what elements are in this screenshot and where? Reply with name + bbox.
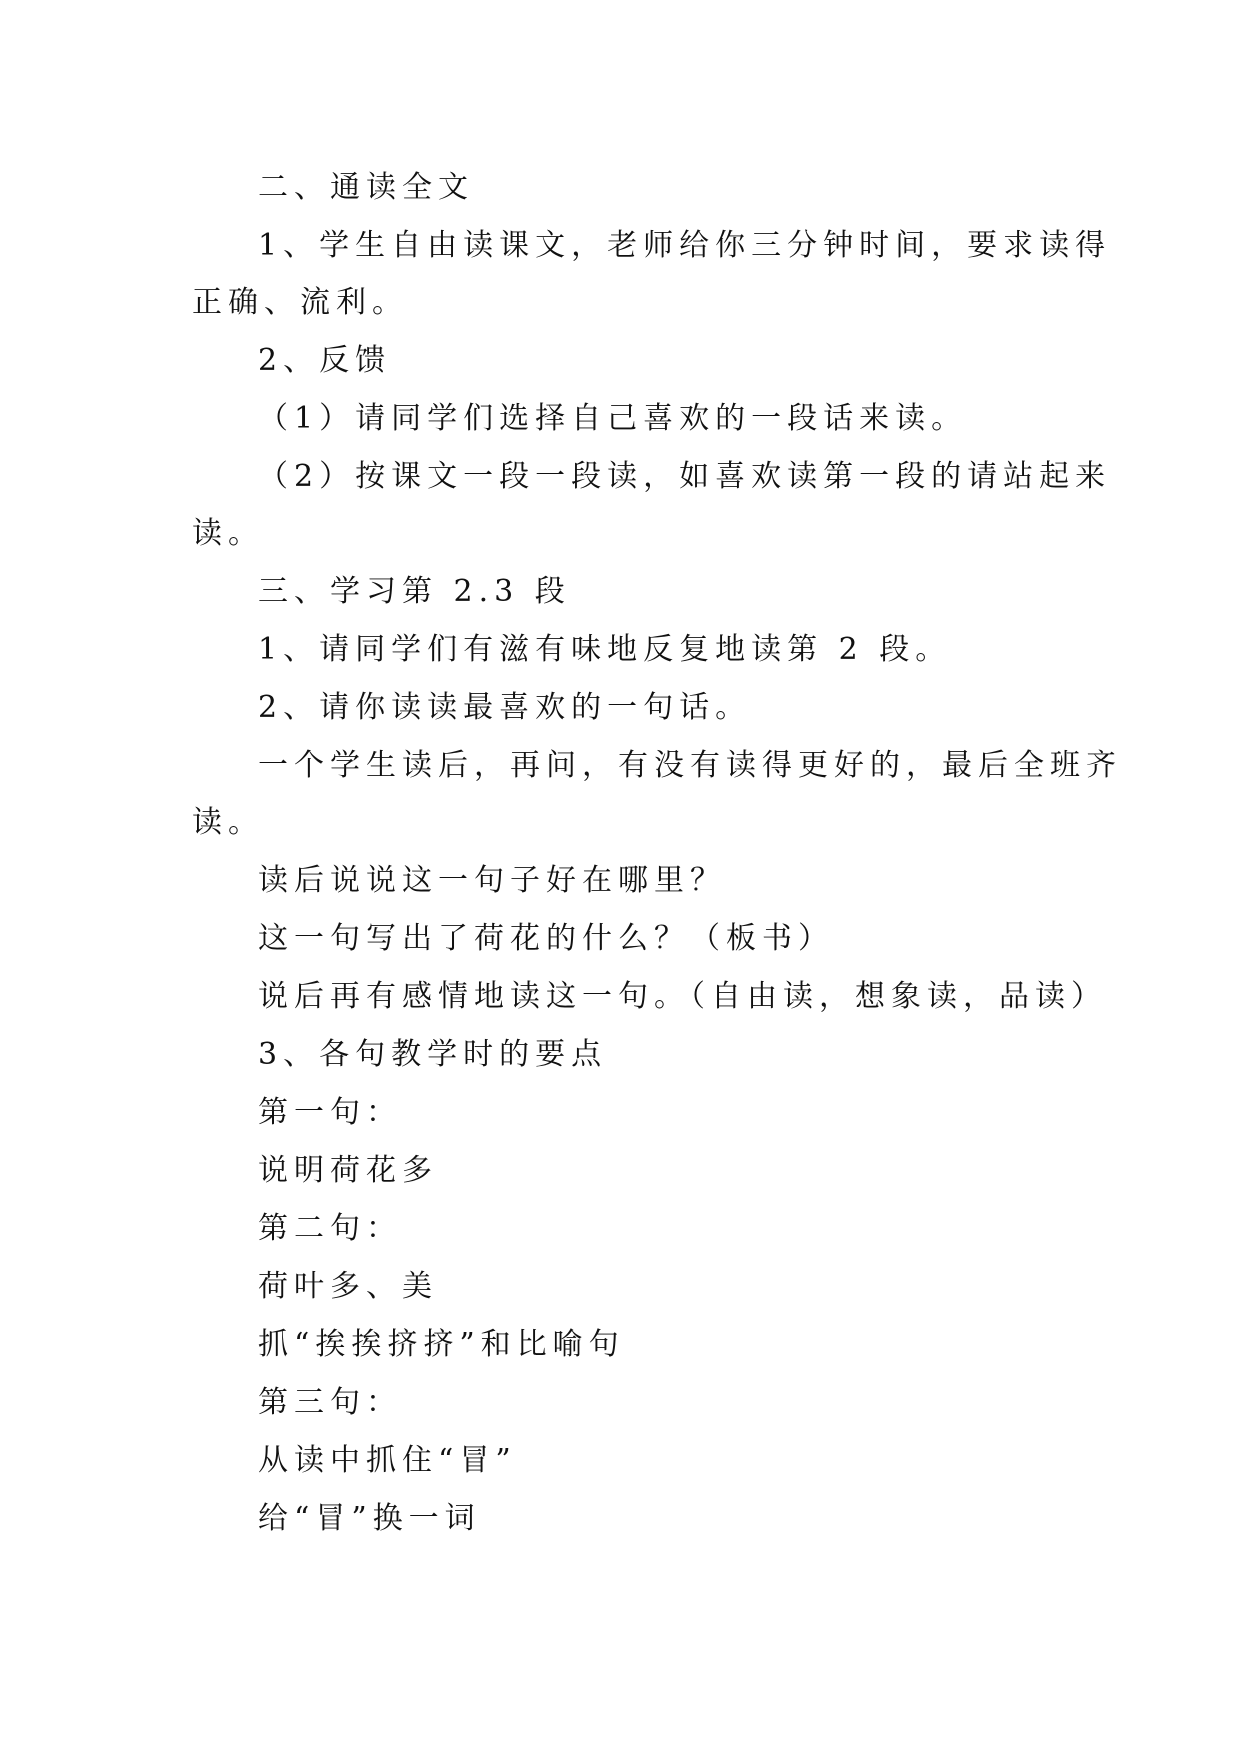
paragraph-line: 说后再有感情地读这一句。（自由读，想象读，品读） [258,979,1107,1014]
paragraph-line: 给“冒”换一词 [258,1501,481,1536]
paragraph-line: 2、请你读读最喜欢的一句话。 [258,690,752,725]
paragraph-line: 一个学生读后，再问，有没有读得更好的，最后全班齐 [258,748,1122,783]
paragraph-line: （2）按课文一段一段读，如喜欢读第一段的请站起来 [258,459,1112,494]
paragraph-line: 这一句写出了荷花的什么？（板书） [258,921,834,956]
paragraph-line: 读。 [192,805,264,840]
paragraph-line: 1、学生自由读课文，老师给你三分钟时间，要求读得 [258,228,1112,263]
heading-read-full-text: 二、通读全文 [258,170,474,205]
paragraph-line: 1、请同学们有滋有味地反复地读第 2 段。 [258,632,952,667]
paragraph-line: 正确、流利。 [192,285,408,320]
paragraph-line: 第一句： [258,1095,402,1130]
paragraph-line: 2、反馈 [258,343,392,378]
paragraph-line: 3、各句教学时的要点 [258,1037,608,1072]
paragraph-line: 读后说说这一句子好在哪里？ [258,863,726,898]
paragraph-line: 从读中抓住“冒” [258,1443,517,1478]
heading-study-paragraphs: 三、学习第 2.3 段 [258,574,571,609]
paragraph-line: 第二句： [258,1211,402,1246]
paragraph-line: 荷叶多、美 [258,1269,438,1304]
paragraph-line: 第三句： [258,1385,402,1420]
paragraph-line: （1）请同学们选择自己喜欢的一段话来读。 [258,401,968,436]
paragraph-line: 读。 [192,516,264,551]
paragraph-line: 说明荷花多 [258,1153,438,1188]
paragraph-line: 抓“挨挨挤挤”和比喻句 [258,1327,625,1362]
